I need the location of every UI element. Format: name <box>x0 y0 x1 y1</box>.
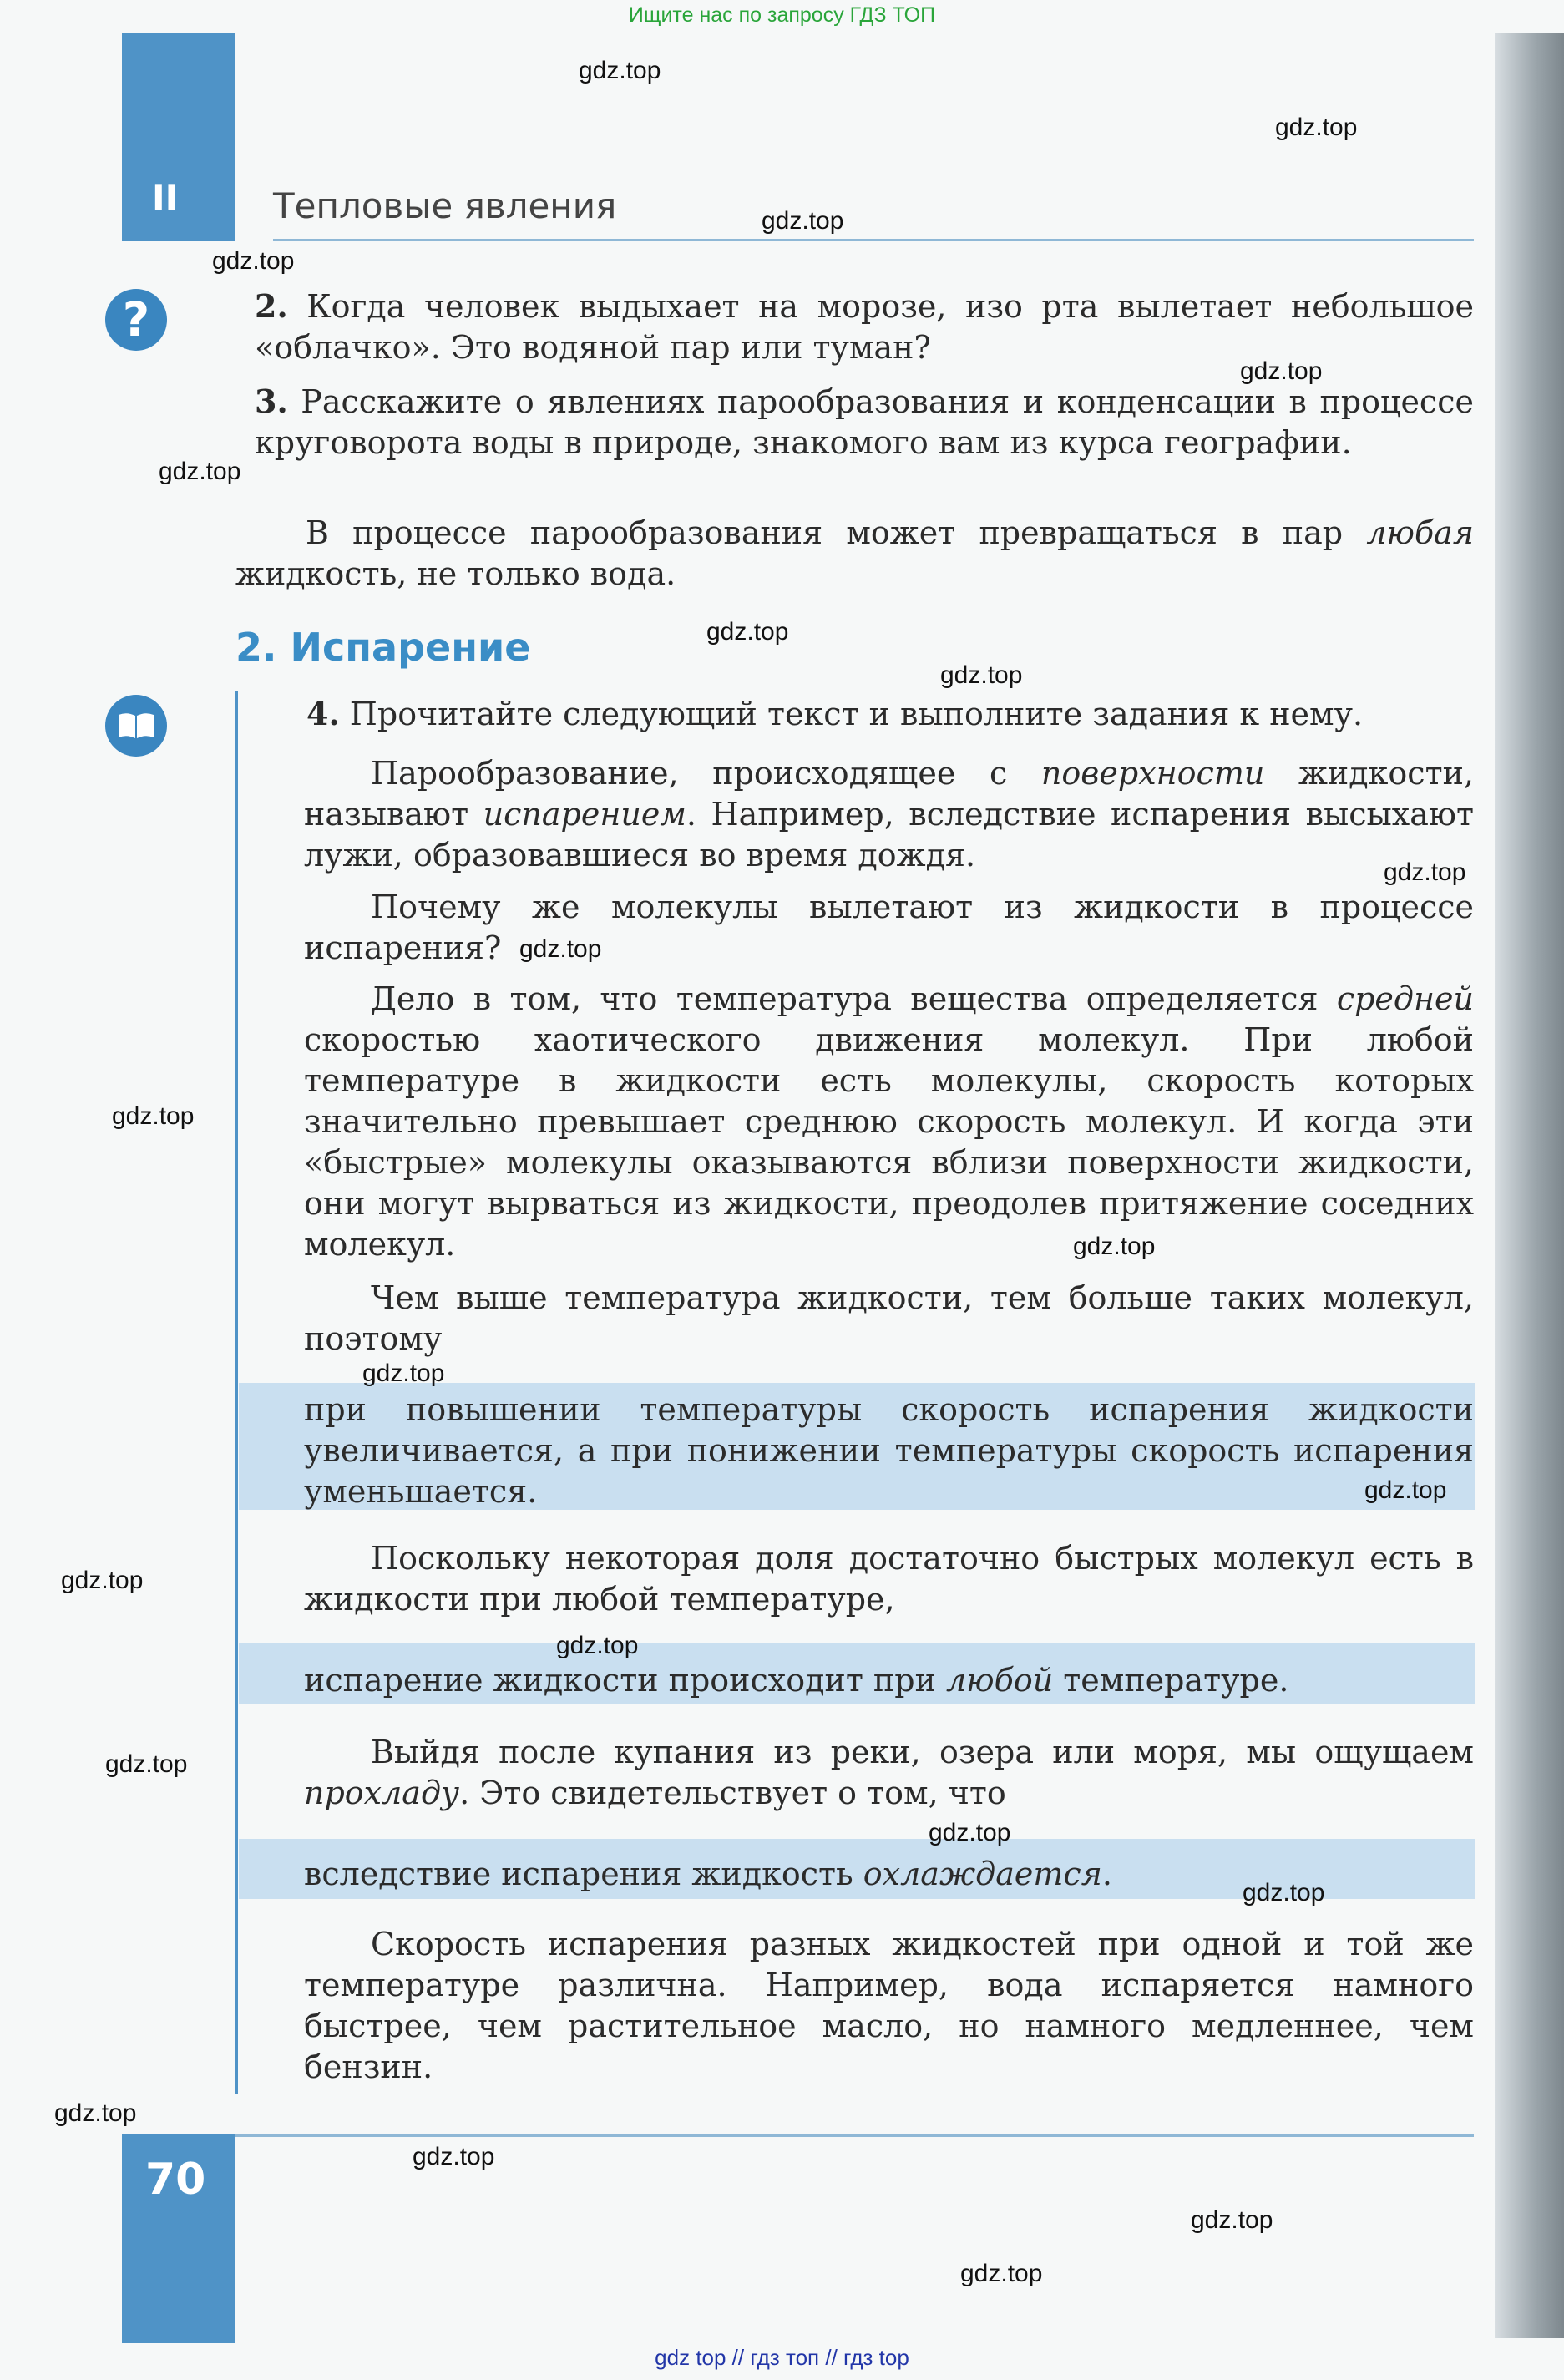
question-2-number: 2. <box>255 287 288 325</box>
watermark: gdz.top <box>519 935 602 963</box>
watermark: gdz.top <box>105 1750 188 1778</box>
paragraph-3-b: скоростью хаотического движения молекул. При любой температуре в жидкости есть молекулы, скорость которых значительно превышает среднюю скорость молекул. И когда эти «быстрые» молекулы оказываются вблизи поверхности жидкости, они могут вырваться из жидкости, преодолев притяжение соседних молекул. <box>304 1021 1474 1263</box>
question-3-number: 3. <box>255 382 288 420</box>
watermark: gdz.top <box>1240 357 1323 385</box>
rule-2-em: любой <box>945 1662 1054 1699</box>
question-2-text: Когда человек выдыхает на морозе, изо рта вылетает небольшое «облачко». Это водяной пар или туман? <box>255 288 1474 366</box>
paragraph-6-b: . Это свидетельствует о том, что <box>459 1775 1006 1811</box>
watermark: gdz.top <box>1191 2206 1273 2234</box>
intro-text-a: В процессе парообразования может превращаться в пар <box>306 514 1367 551</box>
watermark: gdz.top <box>579 57 661 84</box>
page-binding-edge <box>1495 33 1564 2338</box>
paragraph-1-em1: поверхности <box>1040 755 1265 792</box>
paragraph-6-em: прохладу <box>304 1775 460 1811</box>
paragraph-4: Чем выше температура жидкости, тем больше таких молекул, поэтому <box>304 1279 1474 1357</box>
watermark: gdz.top <box>413 2143 495 2170</box>
intro-emphasis: любая <box>1366 514 1474 551</box>
watermark: gdz.top <box>960 2260 1043 2287</box>
paragraph-7: Скорость испарения разных жидкостей при одной и той же температуре различна. Например, вода испаряется намного быстрее, чем растительное масло, но намного медленнее, чем бензин. <box>304 1926 1474 2085</box>
page-number: 70 <box>145 2155 206 2205</box>
rule-3-b: . <box>1101 1856 1112 1892</box>
paragraph-1-a: Парообразование, происходящее с <box>371 755 1041 792</box>
intro-text-b: жидкость, не только вода. <box>235 555 676 592</box>
watermark: gdz.top <box>940 661 1023 689</box>
watermark: gdz.top <box>556 1632 639 1659</box>
section-heading: 2. Испарение <box>235 625 531 670</box>
reading-sidebar-line <box>235 691 238 2094</box>
paragraph-2: Почему же молекулы вылетают из жидкости в процессе испарения? <box>304 889 1474 966</box>
rule-3-a: вследствие испарения жидкость <box>304 1856 863 1892</box>
rule-1: при повышении температуры скорость испарения жидкости увеличивается, а при понижении температуры скорость испарения уменьшается. <box>304 1391 1474 1510</box>
rule-2-a: испарение жидкости происходит при <box>304 1662 946 1699</box>
watermark: gdz.top <box>212 247 295 275</box>
watermark: gdz.top <box>1384 858 1466 886</box>
question-3 <box>255 381 1474 463</box>
watermark: gdz.top <box>929 1819 1011 1846</box>
paragraph-6 <box>304 1732 1474 1814</box>
paragraph-1-b: жидкости, называют <box>304 755 1474 833</box>
page-header-title: Тепловые явления <box>273 185 617 226</box>
watermark: gdz.top <box>762 207 844 235</box>
paragraph-1-em2: испарением <box>483 796 686 833</box>
task-4 <box>306 693 1474 735</box>
paragraph-1-c: . Например, вследствие испарения высыхают лужи, образовавшиеся во время дождя. <box>304 796 1474 874</box>
watermark: gdz.top <box>1275 114 1358 141</box>
rule-3-em: охлаждается <box>863 1856 1102 1892</box>
page-number-tab <box>122 2134 235 2343</box>
question-3-text: Расскажите о явлениях парообразования и конденсации в процессе круговорота воды в природе, знакомого вам из курса географии. <box>255 383 1474 461</box>
bottom-banner[interactable]: gdz top // гдз топ // гдз top <box>655 2345 909 2370</box>
watermark: gdz.top <box>61 1567 144 1594</box>
watermark: gdz.top <box>112 1102 195 1130</box>
question-2 <box>255 286 1474 368</box>
task-4-text: Прочитайте следующий текст и выполните задания к нему. <box>349 696 1364 732</box>
task-4-number: 4. <box>306 695 340 732</box>
intro-paragraph <box>235 513 1474 595</box>
section-tab <box>122 33 235 241</box>
question-icon: ? <box>105 289 167 351</box>
watermark: gdz.top <box>159 458 241 485</box>
paragraph-3 <box>304 979 1474 1265</box>
watermark: gdz.top <box>1243 1879 1325 1907</box>
header-rule <box>273 239 1474 241</box>
rule-2-b: температуре. <box>1053 1662 1289 1699</box>
paragraph-5: Поскольку некоторая доля достаточно быстрых молекул есть в жидкости при любой температуре, <box>304 1540 1474 1618</box>
paragraph-1 <box>304 753 1474 876</box>
paragraph-6-a: Выйдя после купания из реки, озера или моря, мы ощущаем <box>371 1734 1474 1770</box>
paragraph-3-a: Дело в том, что температура вещества определяется <box>371 980 1337 1017</box>
watermark: gdz.top <box>54 2099 137 2127</box>
rule-2 <box>304 1660 1474 1701</box>
top-banner[interactable]: Ищите нас по запросу ГДЗ ТОП <box>628 3 936 27</box>
watermark: gdz.top <box>362 1360 445 1387</box>
watermark: gdz.top <box>706 618 789 646</box>
footer-rule <box>235 2134 1474 2137</box>
paragraph-3-em: средней <box>1336 980 1474 1017</box>
book-icon <box>105 695 167 757</box>
section-number: II <box>152 177 179 218</box>
watermark: gdz.top <box>1073 1233 1156 1260</box>
watermark: gdz.top <box>1364 1476 1447 1504</box>
